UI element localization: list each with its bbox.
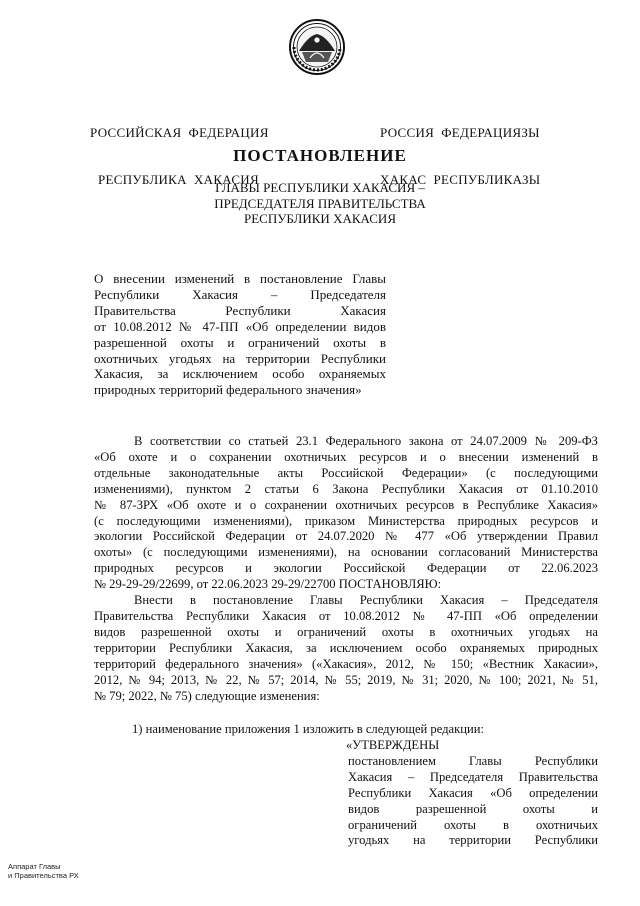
body-line: № 79; 2022, № 75) следующие изменения: [94, 688, 320, 703]
approval-line: угодьях на территории Республики [348, 833, 598, 848]
document-body [94, 434, 598, 704]
subject-line: О внесении изменений в постановление Главы [94, 271, 386, 286]
amendment-item-1: 1) наименование приложения 1 изложить в следующей редакции: [132, 722, 484, 736]
approval-line: Республики Хакасия «Об определении [348, 785, 598, 800]
footnote-line: Аппарат Главы [8, 862, 61, 871]
body-line: № 87-ЗРХ «Об охоте и о сохранении охотничьих ресурсов в Республике Хакасия» [94, 497, 598, 512]
approval-line: постановлением Главы Республики [348, 753, 598, 768]
office-footnote [8, 862, 79, 880]
body-line: охоты» (с последующими изменениями), на основании согласований Министерства [94, 545, 598, 560]
header-left-region: РЕСПУБЛИКА ХАКАСИЯ [98, 171, 259, 187]
body-line: территорий федерального значения» («Хакасия», 2012, № 150; «Вестник Хакасии», [94, 656, 598, 671]
subject-line: охотничьих угодьях на территории Республики [94, 350, 386, 366]
body-line: изменениями), пунктом 2 статьи 6 Закона Республики Хакасия от 01.10.2010 [94, 481, 598, 496]
approval-block [348, 738, 598, 849]
body-line: «Об охоте и о сохранении охотничьих ресурсов и о внесении изменений в [94, 449, 598, 464]
body-line: В соответствии со статьей 23.1 Федерального закона от 24.07.2009 № 209-ФЗ [134, 434, 598, 448]
body-line: Внести в постановление Главы Республики Хакасия – Председателя [134, 593, 598, 608]
header-left-country: РОССИЙСКАЯ ФЕДЕРАЦИЯ [90, 125, 269, 140]
approval-line: видов разрешенной охоты и [348, 801, 598, 816]
body-line: 2012, № 94; 2013, № 22, № 57; 2014, № 55; 2019, № 31; 2020, № 100; 2021, № 51, [94, 672, 598, 687]
header-right-region: ХАКАС РЕСПУБЛИКАЗЫ [380, 171, 541, 187]
body-line: территории Республики Хакасия, за исключением особо охраняемых природных [94, 640, 598, 655]
subject-line: от 10.08.2012 № 47-ПП «Об определении видов [94, 318, 386, 334]
subject-line: разрешенной охоты и ограничений охоты в [94, 334, 386, 350]
body-line: (с последующими изменениями), приказом Министерства природных ресурсов и [94, 513, 598, 528]
subject-line: Правительства Республики Хакасия [94, 302, 386, 318]
body-line: Правительства Республики Хакасия от 10.08.2012 № 47-ПП «Об определении [94, 608, 598, 623]
approval-heading: «УТВЕРЖДЕНЫ [346, 738, 440, 752]
approval-line: Хакасия – Председателя Правительства [348, 769, 598, 784]
subject-line: Хакасия, за исключением особо охраняемых [94, 366, 386, 382]
footnote-line: и Правительства РХ [8, 871, 79, 880]
body-line: отдельные законодательные акты Российской Федерации» (с последующими [94, 465, 598, 480]
body-line: природных ресурсов и экологии Российской Федерации от 22.06.2023 [94, 561, 598, 576]
header-right-country: РОССИЯ ФЕДЕРАЦИЯЗЫ [380, 125, 540, 140]
issuer-line: ПРЕДСЕДАТЕЛЯ ПРАВИТЕЛЬСТВА [214, 195, 426, 211]
issuer-line: ГЛАВЫ РЕСПУБЛИКИ ХАКАСИЯ – [215, 180, 425, 195]
body-line: видов разрешенной охоты и ограничений охоты в охотничьих угодьях на [94, 624, 598, 639]
subject-line: природных территорий федерального значения» [94, 382, 362, 398]
body-line: экологии Российской Федерации от 24.07.2020 № 477 «Об утверждении Правил [94, 529, 598, 544]
approval-line: ограничений охоты в охотничьих [348, 817, 598, 832]
body-line: № 29-29-29/22699, от 22.06.2023 29-29/22700 ПОСТАНОВЛЯЮ: [94, 577, 442, 592]
document-type-title: ПОСТАНОВЛЕНИЕ [233, 146, 407, 165]
subject-line: Республики Хакасия – Председателя [94, 286, 386, 302]
document-issuer [0, 180, 640, 227]
issuer-line: РЕСПУБЛИКИ ХАКАСИЯ [243, 211, 396, 226]
document-subject [94, 271, 386, 398]
coat-of-arms-emblem [288, 18, 346, 76]
